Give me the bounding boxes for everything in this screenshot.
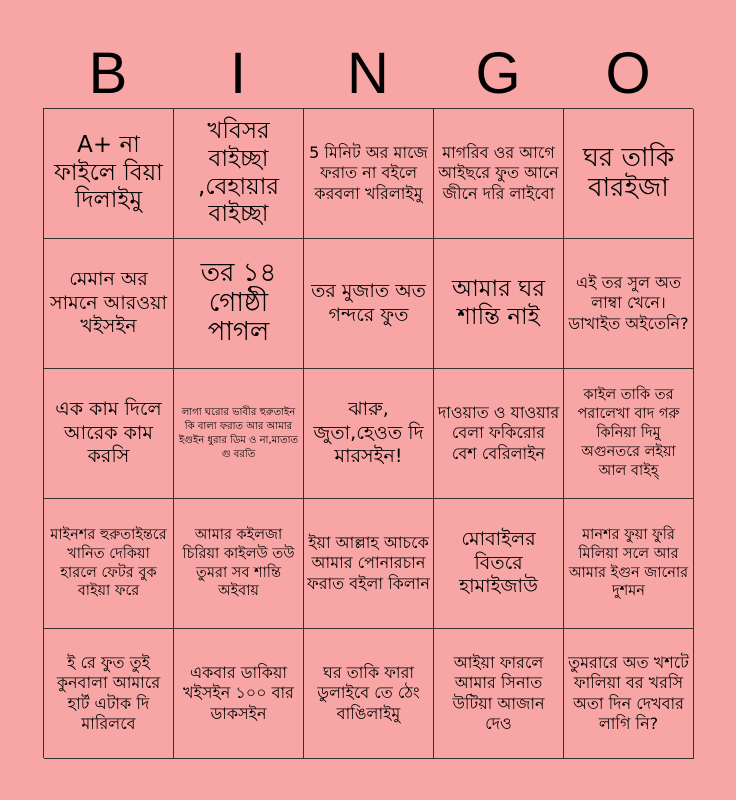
bingo-cell[interactable]: লাগা ঘরোর ভাবীর হুরুতাইন কি বালা ফরাত আর আমার ইগুইন ধুরার ডিম ও না,মাতাত গু বরতি [174, 369, 304, 499]
header-letter-i: I [229, 41, 247, 106]
bingo-cell[interactable]: খবিসর বাইচ্ছা ,বেহায়ার বাইচ্ছা [174, 109, 304, 239]
header-letter-o: O [605, 41, 651, 106]
bingo-cell[interactable]: মাগরিব ওর আগে আইছরে ফুত আনে জীনে দরি লাইবো [434, 109, 564, 239]
bingo-cell[interactable]: তর ১৪ গোষ্ঠী পাগল [174, 239, 304, 369]
bingo-cell[interactable]: মেমান অর সামনে আরওয়া খইসইন [44, 239, 174, 369]
header-letter-n: N [347, 41, 389, 106]
bingo-cell[interactable]: আমার ঘর শান্তি নাই [434, 239, 564, 369]
bingo-cell[interactable]: দাওয়াত ও যাওয়ার বেলা ফকিরোর বেশ বেরিলাইন [434, 369, 564, 499]
bingo-header [43, 40, 693, 108]
bingo-cell[interactable]: একবার ডাকিয়া খইসইন ১০০ বার ডাকসইন [174, 629, 304, 759]
bingo-cell[interactable]: ঘর তাকি বারইজা [564, 109, 694, 239]
bingo-cell[interactable]: ইয়া আল্লাহ আচকে আমার পোনারচান ফরাত বইলা কিলান [304, 499, 434, 629]
bingo-cell[interactable]: ঝারু, জুতা,হেওত দি মারসইন! [304, 369, 434, 499]
bingo-cell[interactable]: মোবাইলর বিতরে হামাইজাউ [434, 499, 564, 629]
bingo-cell[interactable]: তর মুজাত অত গন্দরে ফুত [304, 239, 434, 369]
bingo-cell[interactable]: আইয়া ফারলে আমার সিনাত উটিয়া আজান দেও [434, 629, 564, 759]
bingo-cell[interactable]: ই রে ফুত তুই কুনবালা আমারে হার্ট এটাক দি মারিলবে [44, 629, 174, 759]
bingo-cell[interactable]: কাইল তাকি তর পরালেখা বাদ গরু কিনিয়া দিমু অগুনতরে লইয়া আল বাইহ্ [564, 369, 694, 499]
bingo-cell[interactable]: মানশর ফুয়া ফুরি মিলিয়া সলে আর আমার ইগুন জানোর দুশমন [564, 499, 694, 629]
bingo-cell[interactable]: এক কাম দিলে আরেক কাম করসি [44, 369, 174, 499]
bingo-board [43, 108, 693, 758]
bingo-cell[interactable]: আমার কইলজা চিরিয়া কাইলউ তউ তুমরা সব শান্তি অইবায় [174, 499, 304, 629]
bingo-cell[interactable]: তুমরারে অত খশটে ফালিয়া বর খরসি অতা দিন দেখবার লাগি নি? [564, 629, 694, 759]
header-letter-b: B [88, 41, 128, 106]
bingo-cell[interactable]: এই তর সুল অত লাম্বা খেনে। ডাখাইত অইতেনি? [564, 239, 694, 369]
bingo-cell[interactable]: মাইনশর হুরুতাইন্তরে খানিত দেকিয়া হারলে ফেটর বুক বাইয়া ফরে [44, 499, 174, 629]
bingo-cell[interactable]: A+ না ফাইলে বিয়া দিলাইমু [44, 109, 174, 239]
header-letter-g: G [475, 41, 521, 106]
bingo-cell[interactable]: 5 মিনিট অর মাজে ফরাত না বইলে করবলা খরিলাইমু [304, 109, 434, 239]
bingo-cell[interactable]: ঘর তাকি ফারা ডুলাইবে তে ঠেং বাঙিলাইমু [304, 629, 434, 759]
